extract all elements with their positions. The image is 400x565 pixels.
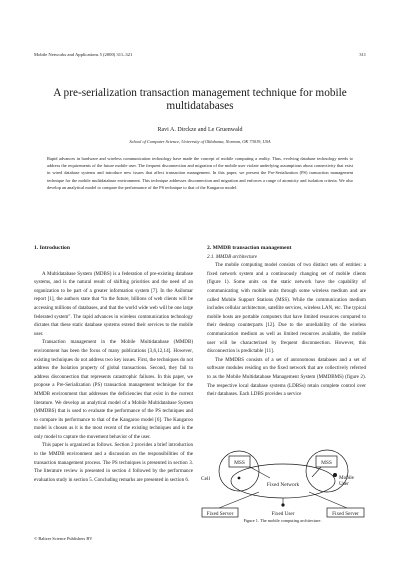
architecture-paragraph-1: The mobile computing model consists of two distinct sets of entities: a fixed network system and a continuously changing set of mobile clients (figure 1). Some units on the static network have the capability of communicating with mobile units through some wireless medium and are called Mobile Support Stations (MSS). While the communication medium includes cellular architecture, satellite services, wireless LAN, etc. The typical mobile hosts are portable computers that have limited resources compared to their desktop counterparts [12]. Due to the unreliability of the wireless communication medium as well as limited resources available, the mobile user will be characterized by frequent disconnection. However, this disconnection is predictable [11]. [207,262,366,355]
label-fixed-server-right: Fixed Server [332,510,359,517]
mobile-user-dot [333,473,337,477]
journal-citation: Mobile Networks and Applications 5 (2000) 311–321 [34,52,133,57]
author-affiliation: School of Computer Science, University of Oklahoma, Norman, OK 73019, USA [129,139,271,144]
paper-authors: Ravi A. Dirckze and Le Gruenwald [157,127,243,133]
wireless-link-right [312,467,321,477]
label-fixed-server-left: Fixed Server [206,510,234,517]
intro-paragraph-1: A Multidatabase System (MDBS) is a federation of pre-existing database systems, and is the natural result of shifting priorities and the need of an organization to be part of a greater information system [7]. In the Asilomar report [1], the authors state that “in the future, billions of web clients will be accessing millions of databases, and that the world wide web will be one large federated system”. The rapid advances in wireless communication technology dictates that these static database systems extend their services to the mobile user. [34,270,193,337]
label-mss-left: MSS [234,460,245,467]
left-column [34,244,193,484]
intro-paragraph-3: This paper is organized as follows. Section 2 provides a brief introduction to the MMDB environment and a discussion on the responsibilities of the transaction management process. The PS techniques is presented in section 3. The literature review is presented in section 4 followed by the performance evaluation study in section 5. Concluding remarks are presented in section 6. [34,442,193,483]
intro-paragraph-2: Transaction management in the Mobile Multidatabase (MMDB) environment has been the focus of many publications [3,6,12,14]. However, existing techniques do not address two key issues. First, the techniques do not address the Isolation property of global transactions. Second, they fail to address disconnection that represents catastrophic failures. In this paper, we propose a Pre-Serialization (PS) transaction management technique for the MMDB environment that addresses the deficiencies that exist in the current literature. We develop an analytical model of a Mobile Multidatabase System (MMDBS) that is used to evaluate the performance of the PS techniques and to compare its performance to that of the Kangaroo model [6]. The Kangaroo model is chosen as it is the most recent of the existing techniques and is the only model to capture the movement behavior of the user. [34,339,193,440]
cell-user-dot [238,477,241,480]
link-fixed-server-left [219,492,259,508]
label-cell: Cell [201,476,210,482]
label-mobile-user: Mobile User [339,475,354,487]
abstract [47,155,353,191]
wireless-link-left [250,467,270,478]
figure-caption: Figure 1. The mobile computing architecture. [243,518,322,523]
running-header [34,52,366,57]
page-number: 311 [359,52,366,57]
link-fixed-server-right [309,492,347,508]
label-mss-right: MSS [321,460,332,467]
abstract-text: Rapid advances in hardware and wireless communication technology have made the concept of mobile computing a reality. Thus, evolving database technology needs to address the requirements of the future mobile user. The frequent disconnection and migration of the mobile user violate underlying assumptions about connectivity that exist in wired database systems and introduce new issues that affect transaction management. In this paper, we present the Pre-Serialization (PS) transaction management technique for the mobile multidatabase environment. This technique addresses disconnection and migration and enforces a range of atomicity and isolation criteria. We also develop an analytical model to compare the performance of the PS technique to that of the Kangaroo model. [47,156,353,190]
section-heading-mmdb: 2. MMDB transaction management [207,245,292,251]
subsection-heading-architecture: 2.1. MMDB architecture [207,253,257,260]
fixed-user-dot [281,503,284,506]
right-column [207,244,366,399]
label-fixed-user: Fixed User [271,510,295,517]
figure-mobile-architecture [199,448,366,518]
architecture-paragraph-2: The MMDBS consists of a set of autonomous databases and a set of software modules residing on the fixed network that are collectively referred to as the Mobile Multidatabase Management System (MMDBMS) (figure 2). The respective local database systems (LDBSs) retain complete control over their databases. Each LDBS provides a service [207,356,366,398]
paper-title: A pre-serialization transaction management technique for mobile multidatabases [53,87,347,112]
label-fixed-network: Fixed Network [266,482,300,488]
copyright-footer: © Baltzer Science Publishers BV [34,536,93,541]
section-heading-introduction: 1. Introduction [34,245,70,251]
